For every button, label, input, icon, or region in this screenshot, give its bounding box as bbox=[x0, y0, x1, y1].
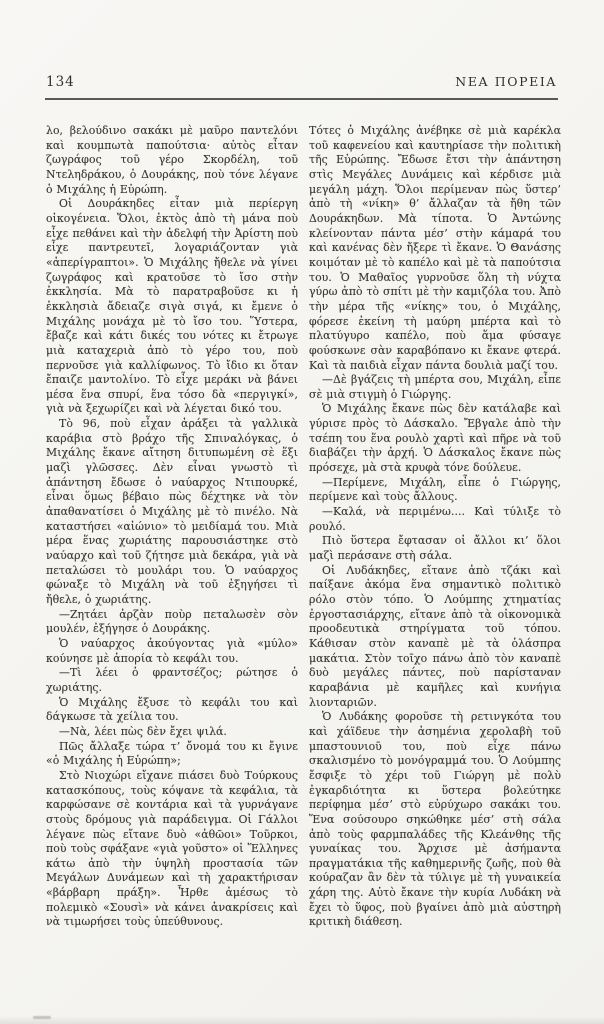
page-header bbox=[46, 74, 557, 90]
paragraph: Πῶς ἄλλαξε τώρα τ’ ὄνομά του κι ἔγινε «ὁ Μιχάλης ἡ Εὐρώπη»; bbox=[46, 739, 298, 768]
paragraph: —Καλά, νὰ περιμένω.... Καὶ τύλιξε τὸ ρουλό. bbox=[309, 505, 561, 533]
paragraph: —Ζητάει ἀρζὰν ποὺρ πεταλωσὲν σὸν μουλέν, ἐξήγησε ὁ Δουράκης. bbox=[46, 607, 298, 636]
left-column bbox=[46, 124, 298, 930]
paragraph: Τότες ὁ Μιχάλης ἀνέβηκε σὲ μιὰ καρέκλα τοῦ καφενείου καὶ καυτηρίασε τὴν πολιτικὴ τῆς Εὐρώπης. Ἔδωσε ἔτσι τὴν ἀπάντηση στὶς Μεγάλες Δυνάμεις καὶ κέρδισε μιὰ μεγάλη μάχη. Ὅλοι περίμεναν πὼς ὕστερ’ ἀπὸ τὴ «νίκη» θ’ ἄλλαζαν τὰ ἤθη τῶν Δουράκηδων. Μὰ τίποτα. Ὁ Ἀντώνης κλείνονταν πάντα μέσ’ στὴν κάμαρά του καὶ κανένας δὲν ἤξερε τὶ ἔκανε. Ὁ Θανάσης κοιμόταν μὲ τὸ καπέλο καὶ μὲ τὰ παπούτσια του. Ὁ Μαθαῖος γυρνοῦσε ὅλη τὴ νύχτα γύρω ἀπὸ τὸ σπίτι μὲ τὴν καμιζόλα του. Ἀπὸ τὴν μέρα τῆς «νίκης» του, ὁ Μιχάλης, φόρεσε ἐκείνη τὴ μαύρη μπέρτα καὶ τὸ πλατύγυρο καπέλο, ποὺ ἅμα φύσαγε φούσκωνε σὰν καραβόπανο κι ἔκανε φτερά. Καὶ τὰ παιδιὰ εἶχαν πάντα δουλιὰ μαζί του. bbox=[309, 124, 561, 372]
paragraph: —Περίμενε, Μιχάλη, εἶπε ὁ Γιώργης, περίμενε καὶ τοὺς ἄλλους. bbox=[309, 475, 561, 504]
header-rule bbox=[45, 98, 558, 100]
paragraph: Τὸ 96, ποὺ εἶχαν ἀράξει τὰ γαλλικὰ καράβια στὸ βράχο τῆς Σπιναλόγκας, ὁ Μιχάλης ἔκανε αἴτηση διτυπωμένη σὲ ἕξι μαζὶ γλῶσσες. Δὲν εἶναι γνωστὸ τὶ ἀπάντηση ἔδωσε ὁ ναύαρχος Ντιπουρκέ, εἶναι ὅμως βέβαιο πὼς δέχτηκε νὰ τὸν ἀπαθανατίσει ὁ Μιχάλης μὲ τὸ πινέλο. Νὰ καταστήσει «αἰώνιο» τὸ μειδίαμά του. Μιὰ μέρα ἕνας χωριάτης παρουσιάστηκε στὸ ναύαρχο καὶ τοῦ ζήτησε μιὰ δεκάρα, γιὰ νὰ πεταλώσει τὸ μουλάρι του. Ὁ ναύαρχος φώναξε τὸ Μιχάλη νὰ τοῦ ἐξηγήσει τὶ ἤθελε, ὁ χωριάτης. bbox=[46, 417, 298, 606]
paragraph: Οἱ Λυδάκηδες, εἴτανε ἀπὸ τζάκι καὶ παίξανε ἀκόμα ἕνα σημαντικὸ πολιτικὸ ρόλο στὸν τόπο. Ὁ Λούμπης χτηματίας ἐργοστασιάρχης, εἴτανε ἀπὸ τὰ οἰκονομικὰ προοδευτικὰ στηρίγματα τοῦ τόπου. Κάθισαν στὸν καναπὲ μὲ τὰ ὁλάσπρα μακάτια. Στὸν τοῖχο πάνω ἀπὸ τὸν καναπὲ δυὸ μεγάλες πάντες, ποὺ παρίσταναν καραβάνια μὲ καμῆλες καὶ κυνήγια λιονταριῶν. bbox=[309, 563, 561, 709]
scan-smudge-artifact bbox=[33, 1016, 51, 1019]
paragraph: Πιὸ ὕστερα ἔφτασαν οἱ ἄλλοι κι’ ὅλοι μαζὶ περάσανε στὴ σάλα. bbox=[309, 534, 561, 563]
paragraph: Στὸ Νιοχώρι εἴχανε πιάσει δυὸ Τούρκους κατασκόπους, τοὺς κόψανε τὰ κεφάλια, τὰ καρφώσανε σὲ κοντάρια καὶ τὰ γυρνάγανε στοὺς δρόμους γιὰ παράδειγμα. Οἱ Γάλλοι λέγανε πὼς εἴτανε δυὸ «ἀθῶοι» Τοῦρκοι, ποὺ τοὺς σφάξανε «γιὰ γοῦστο» οἱ Ἕλληνες κάτω ἀπὸ τὴν ὑψηλὴ προστασία τῶν Μεγάλων Δυνάμεων καὶ τὴ χαρακτήρισαν «βάρβαρη πράξη». Ἦρθε ἀμέσως τὸ πολεμικὸ «Σουσὶ» νὰ κάνει ἀνακρίσεις καὶ νὰ τιμωρήσει τοὺς ὑπεύθυνους. bbox=[46, 768, 298, 929]
paragraph: —Τὶ λέει ὁ φραντσέζος; ρώτησε ὁ χωριάτης. bbox=[46, 666, 298, 694]
paragraph: Ὁ ναύαρχος ἀκούγοντας γιὰ «μύλο» κούνησε μὲ ἀπορία τὸ κεφάλι του. bbox=[46, 636, 298, 665]
paragraph: Ὁ Λυδάκης φοροῦσε τὴ ρετινγκότα του καὶ χάϊδευε τὴν ἀσημένια χερολαβὴ τοῦ μπαστουνιοῦ του, ποὺ εἶχε πάνω σκαλισμένο τὸ μονόγραμμά του. Ὁ Λούμπης ἔσφιξε τὸ χέρι τοῦ Γιώργη μὲ πολὺ ἐγκαρδιότητα κι ὕστερα βολεύτηκε περίφημα μέσ’ στὸ εὐρύχωρο σακάκι του. Ἕνα σούσουρο σηκώθηκε μέσ’ στὴ σάλα ἀπὸ τοὺς φαρμπαλάδες τῆς Κλεάνθης τῆς γυναίκας του. Ἄρχισε μὲ ἀσήμαντα πραγματάκια τῆς καθημερινῆς ζωῆς, ποὺ θὰ κούραζαν ἂν δὲν τὰ τύλιγε μὲ τὴ γυναικεία χάρη της. Αὐτὸ ἔκανε τὴν κυρία Λυδάκη νὰ ἔχει τὸ ὕφος, ποὺ βγαίνει ἀπὸ μιὰ αὐστηρὴ κριτικὴ διάθεση. bbox=[309, 710, 561, 929]
paragraph: λο, βελούδινο σακάκι μὲ μαῦρο παντελόνι καὶ κουμπωτὰ παπούτσια· αὐτὸς εἶταν ζωγράφος τοῦ γέρο Σκορδέλη, τοῦ Ντεληδράκου, ὁ Δουράκης, ποὺ τόνε λέγανε ὁ Μιχάλης ἡ Εὐρώπη. bbox=[46, 124, 298, 196]
paragraph: —Δὲ βγάζεις τὴ μπέρτα σου, Μιχάλη, εἶπε σὲ μιὰ στιγμὴ ὁ Γιώργης. bbox=[309, 373, 561, 401]
page-number: 134 bbox=[46, 74, 75, 90]
paragraph: Ὁ Μιχάλης ἔξυσε τὸ κεφάλι του καὶ δάγκωσε τὰ χείλια του. bbox=[46, 695, 298, 724]
paragraph: Οἱ Δουράκηδες εἶταν μιὰ περίεργη οἰκογένεια. Ὅλοι, ἐκτὸς ἀπὸ τὴ μάνα ποὺ εἶχε πεθάνει καὶ τὴν ἀδελφή τὴν Ἀρίστη ποὺ εἶχε παντρευτεῖ, λογαριάζονταν γιὰ «ἀπερίγραπτοι». Ὁ Μιχάλης ἤθελε νὰ γίνει ζωγράφος καὶ κρατοῦσε τὸ ἴσο στὴν ἐκκλησία. Μὰ τὸ παρατραβοῦσε κι ἡ ἐκκλησιὰ ἄδειαζε σιγὰ σιγά, κι ἔμενε ὁ Μιχάλης μονάχα μὲ τὸ ἴσο του. Ὕστερα, ἔβαζε καὶ κάτι δικές του νότες κι ἔτρωγε μιὰ καταχεριὰ ἀπὸ τὸ γέρο του, ποὺ περνοῦσε γιὰ καλλίφωνος. Τὸ ἴδιο κι ὅταν ἔπαιζε μαντολίνο. Τὸ εἶχε μεράκι νὰ βάνει μέσα ἕνα σπυρί, ἕνα τόσο δὰ «περγιγκί», γιὰ νὰ ξεχωρίζει καὶ νὰ λέγεται δικό του. bbox=[46, 197, 298, 416]
text-body bbox=[46, 124, 560, 930]
paragraph: Ὁ Μιχάλης ἔκανε πὼς δὲν κατάλαβε καὶ γύρισε πρὸς τὸ Δάσκαλο. Ἔβγαλε ἀπὸ τὴν τσέπη του ἕνα ρουλὸ χαρτὶ καὶ πῆρε νὰ τοῦ διαβάζει τὴν ἀρχή. Ὁ Δάσκαλος ἔκανε πὼς πρόσεχε, μὰ στὰ κρυφὰ τόνε δούλευε. bbox=[309, 402, 561, 475]
scan-edge-artifact bbox=[0, 1016, 604, 1024]
paragraph: —Νὰ, λέει πὼς δὲν ἔχει ψιλά. bbox=[59, 724, 227, 738]
right-column bbox=[309, 124, 561, 930]
journal-title: ΝΕΑ ΠΟΡΕΙΑ bbox=[455, 74, 557, 89]
